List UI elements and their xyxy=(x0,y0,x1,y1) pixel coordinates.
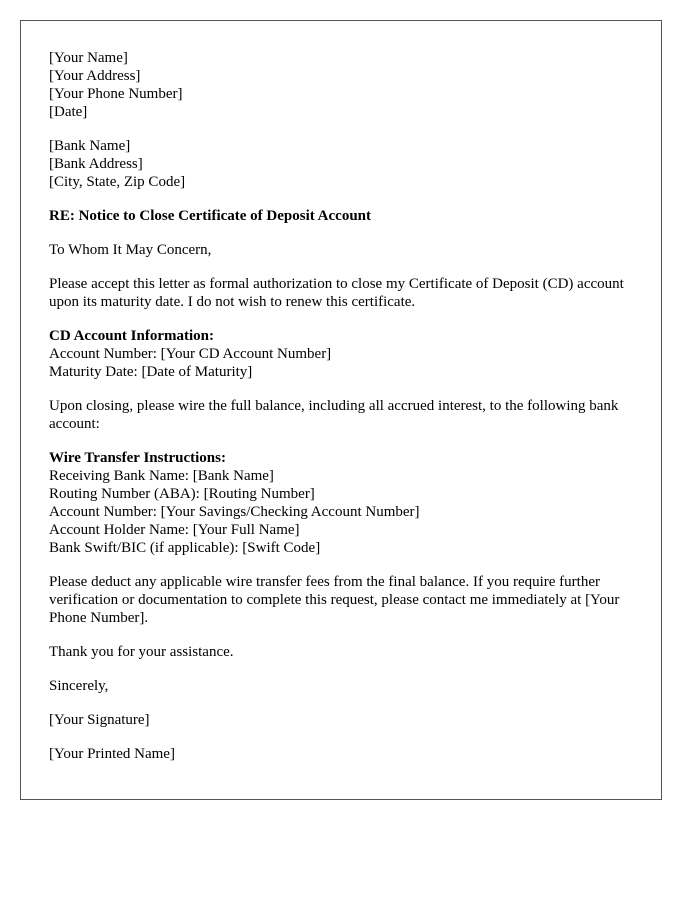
fees-paragraph: Please deduct any applicable wire transfer fees from the final balance. If you require further verification or documentation to complete this request, please contact me immediately at [Your Phone Number]. xyxy=(49,574,620,626)
cd-account-info xyxy=(49,327,632,381)
receiving-bank-name: Receiving Bank Name: [Bank Name] xyxy=(49,468,274,484)
letter-date: [Date] xyxy=(49,104,88,120)
wire-transfer-info xyxy=(49,449,632,557)
intro-paragraph: Please accept this letter as formal authorization to close my Certificate of Deposit (CD) account upon its maturity date. I do not wish to renew this certificate. xyxy=(49,276,624,310)
printed-name: [Your Printed Name] xyxy=(49,746,175,762)
account-holder-name: Account Holder Name: [Your Full Name] xyxy=(49,522,300,538)
swift-code: Bank Swift/BIC (if applicable): [Swift Code] xyxy=(49,540,321,556)
sender-phone: [Your Phone Number] xyxy=(49,86,183,102)
salutation: To Whom It May Concern, xyxy=(49,242,212,258)
signature: [Your Signature] xyxy=(49,712,150,728)
recipient-address xyxy=(49,137,632,191)
destination-account-number: Account Number: [Your Savings/Checking Account Number] xyxy=(49,504,420,520)
cd-info-heading: CD Account Information: xyxy=(49,328,214,344)
sender-address xyxy=(49,49,632,121)
thanks-line: Thank you for your assistance. xyxy=(49,644,234,660)
bank-name: [Bank Name] xyxy=(49,138,131,154)
cd-maturity-date: Maturity Date: [Date of Maturity] xyxy=(49,364,253,380)
sender-name: [Your Name] xyxy=(49,50,128,66)
routing-number: Routing Number (ABA): [Routing Number] xyxy=(49,486,315,502)
cd-account-number: Account Number: [Your CD Account Number] xyxy=(49,346,332,362)
closing: Sincerely, xyxy=(49,678,109,694)
sender-address-line: [Your Address] xyxy=(49,68,141,84)
bank-address: [Bank Address] xyxy=(49,156,143,172)
wire-request-paragraph: Upon closing, please wire the full balance, including all accrued interest, to the following bank account: xyxy=(49,398,619,432)
wire-info-heading: Wire Transfer Instructions: xyxy=(49,450,226,466)
letter-document xyxy=(20,20,662,800)
subject-line: RE: Notice to Close Certificate of Deposit Account xyxy=(49,208,371,224)
bank-city-state-zip: [City, State, Zip Code] xyxy=(49,174,186,190)
